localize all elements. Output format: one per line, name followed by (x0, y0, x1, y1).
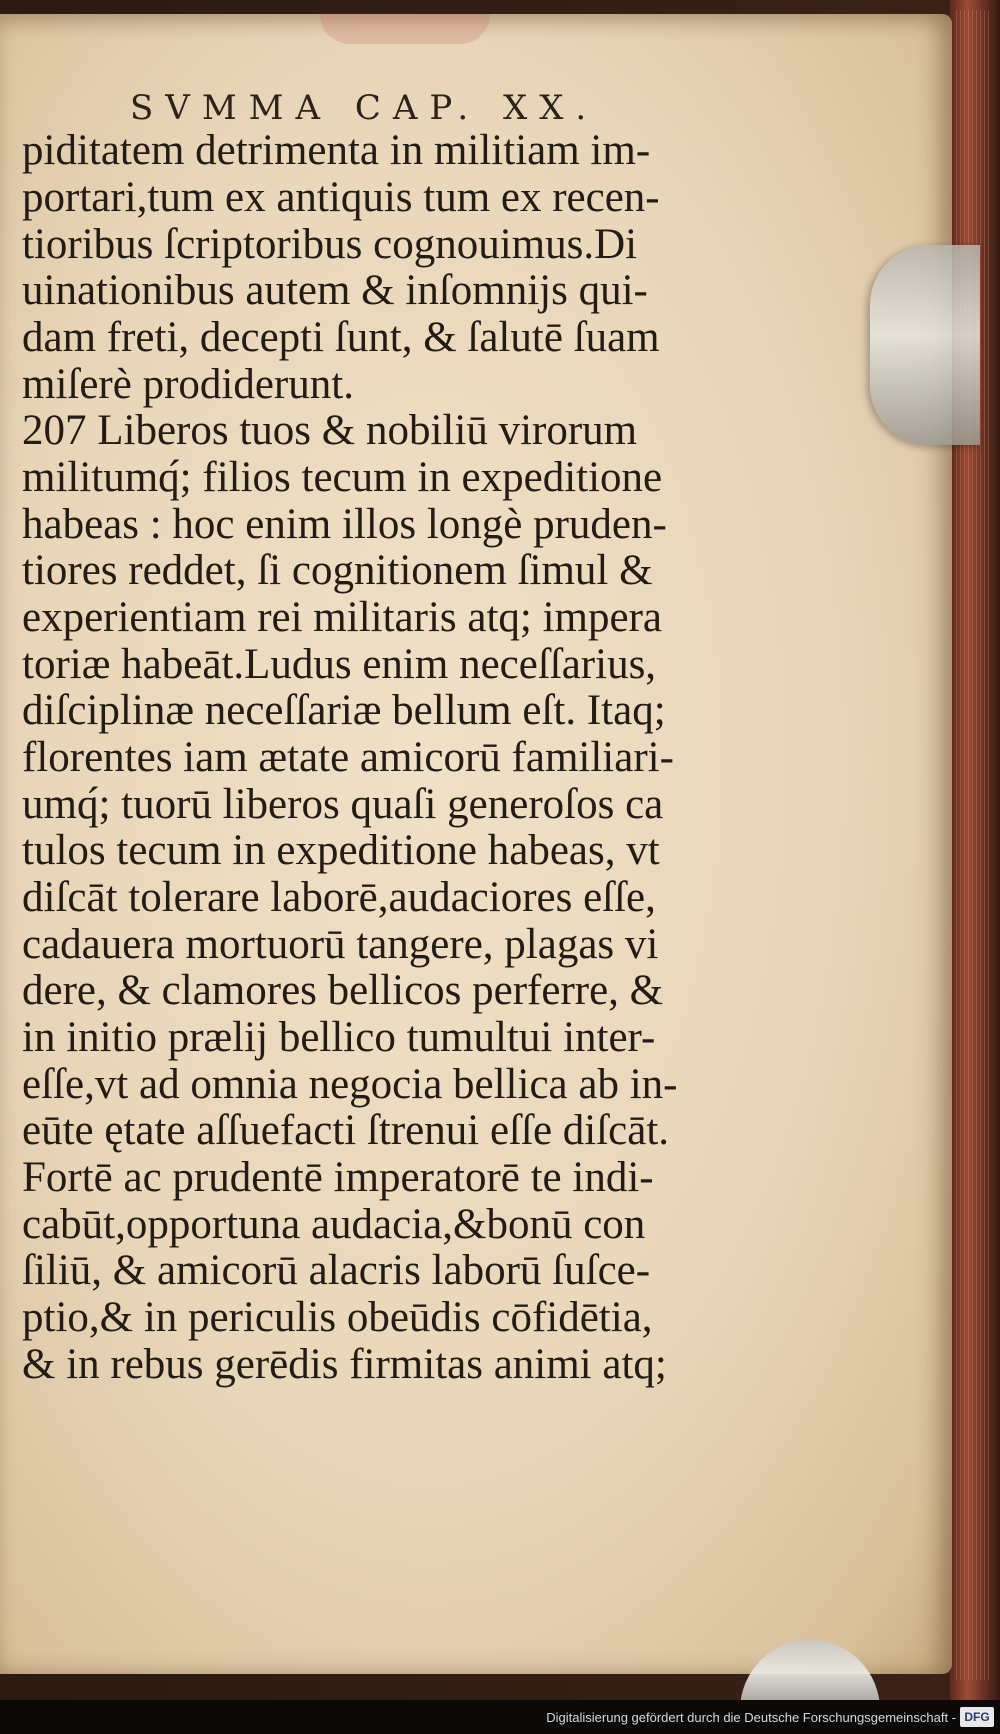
text-line: militumq́; filios tecum in expeditione (22, 454, 663, 501)
text-line: ſiliū, & amicorū alacris laborū ſuſce- (22, 1247, 651, 1294)
text-line: dam freti, decepti ſunt, & ſalutē ſuam (22, 314, 660, 361)
text-line: eſſe,vt ad omnia negocia bellica ab in- (22, 1061, 678, 1108)
digitization-credit: Digitalisierung gefördert durch die Deutsche Forschungsgemeinschaft - (546, 1710, 956, 1725)
text-line: ptio,& in periculis obeūdis cōfidētia, (22, 1294, 653, 1341)
page-clip-right (870, 245, 980, 445)
text-line: diſciplinæ neceſſariæ bellum eſt. Itaq; (22, 687, 666, 734)
text-line: 207 Liberos tuos & nobiliū virorum (22, 407, 638, 454)
red-stain (320, 14, 490, 44)
text-line: in initio prælij bellico tumultui inter- (22, 1014, 656, 1061)
text-line: portari,tum ex antiquis tum ex recen- (22, 174, 660, 221)
running-head: SVMMA CAP. XX. (130, 88, 599, 128)
text-line: eūte ętate aſſuefacti ſtrenui eſſe diſcāt. (22, 1107, 670, 1154)
text-line: cabūt,opportuna audacia,&bonū con (22, 1201, 646, 1248)
text-line: diſcāt tolerare laborē,audaciores eſſe, (22, 874, 656, 921)
text-line: dere, & clamores bellicos perferre, & (22, 967, 664, 1014)
text-line: toriæ habeāt.Ludus enim neceſſarius, (22, 641, 657, 688)
text-line: piditatem detrimenta in militiam im- (22, 127, 651, 174)
text-line: & in rebus gerēdis firmitas animi atq; (22, 1341, 667, 1388)
text-line: tulos tecum in expeditione habeas, vt (22, 827, 660, 874)
text-line: miſerè prodiderunt. (22, 361, 354, 408)
text-line: Fortē ac prudentē imperatorē te indi- (22, 1154, 654, 1201)
text-line: uinationibus autem & inſomnijs qui- (22, 267, 648, 314)
text-line: tiores reddet, ſi cognitionem ſimul & (22, 547, 653, 594)
dfg-logo: DFG (960, 1707, 994, 1727)
text-line: cadauera mortuorū tangere, plagas vi (22, 921, 659, 968)
text-line: florentes iam ætate amicorū familiari- (22, 734, 674, 781)
text-line: experientiam rei militaris atq; impera (22, 594, 662, 641)
text-line: habeas : hoc enim illos longè pruden- (22, 501, 667, 548)
text-line: umq́; tuorū liberos quaſi generoſos ca (22, 781, 664, 828)
text-line: tioribus ſcriptoribus cognouimus.Di (22, 221, 638, 268)
